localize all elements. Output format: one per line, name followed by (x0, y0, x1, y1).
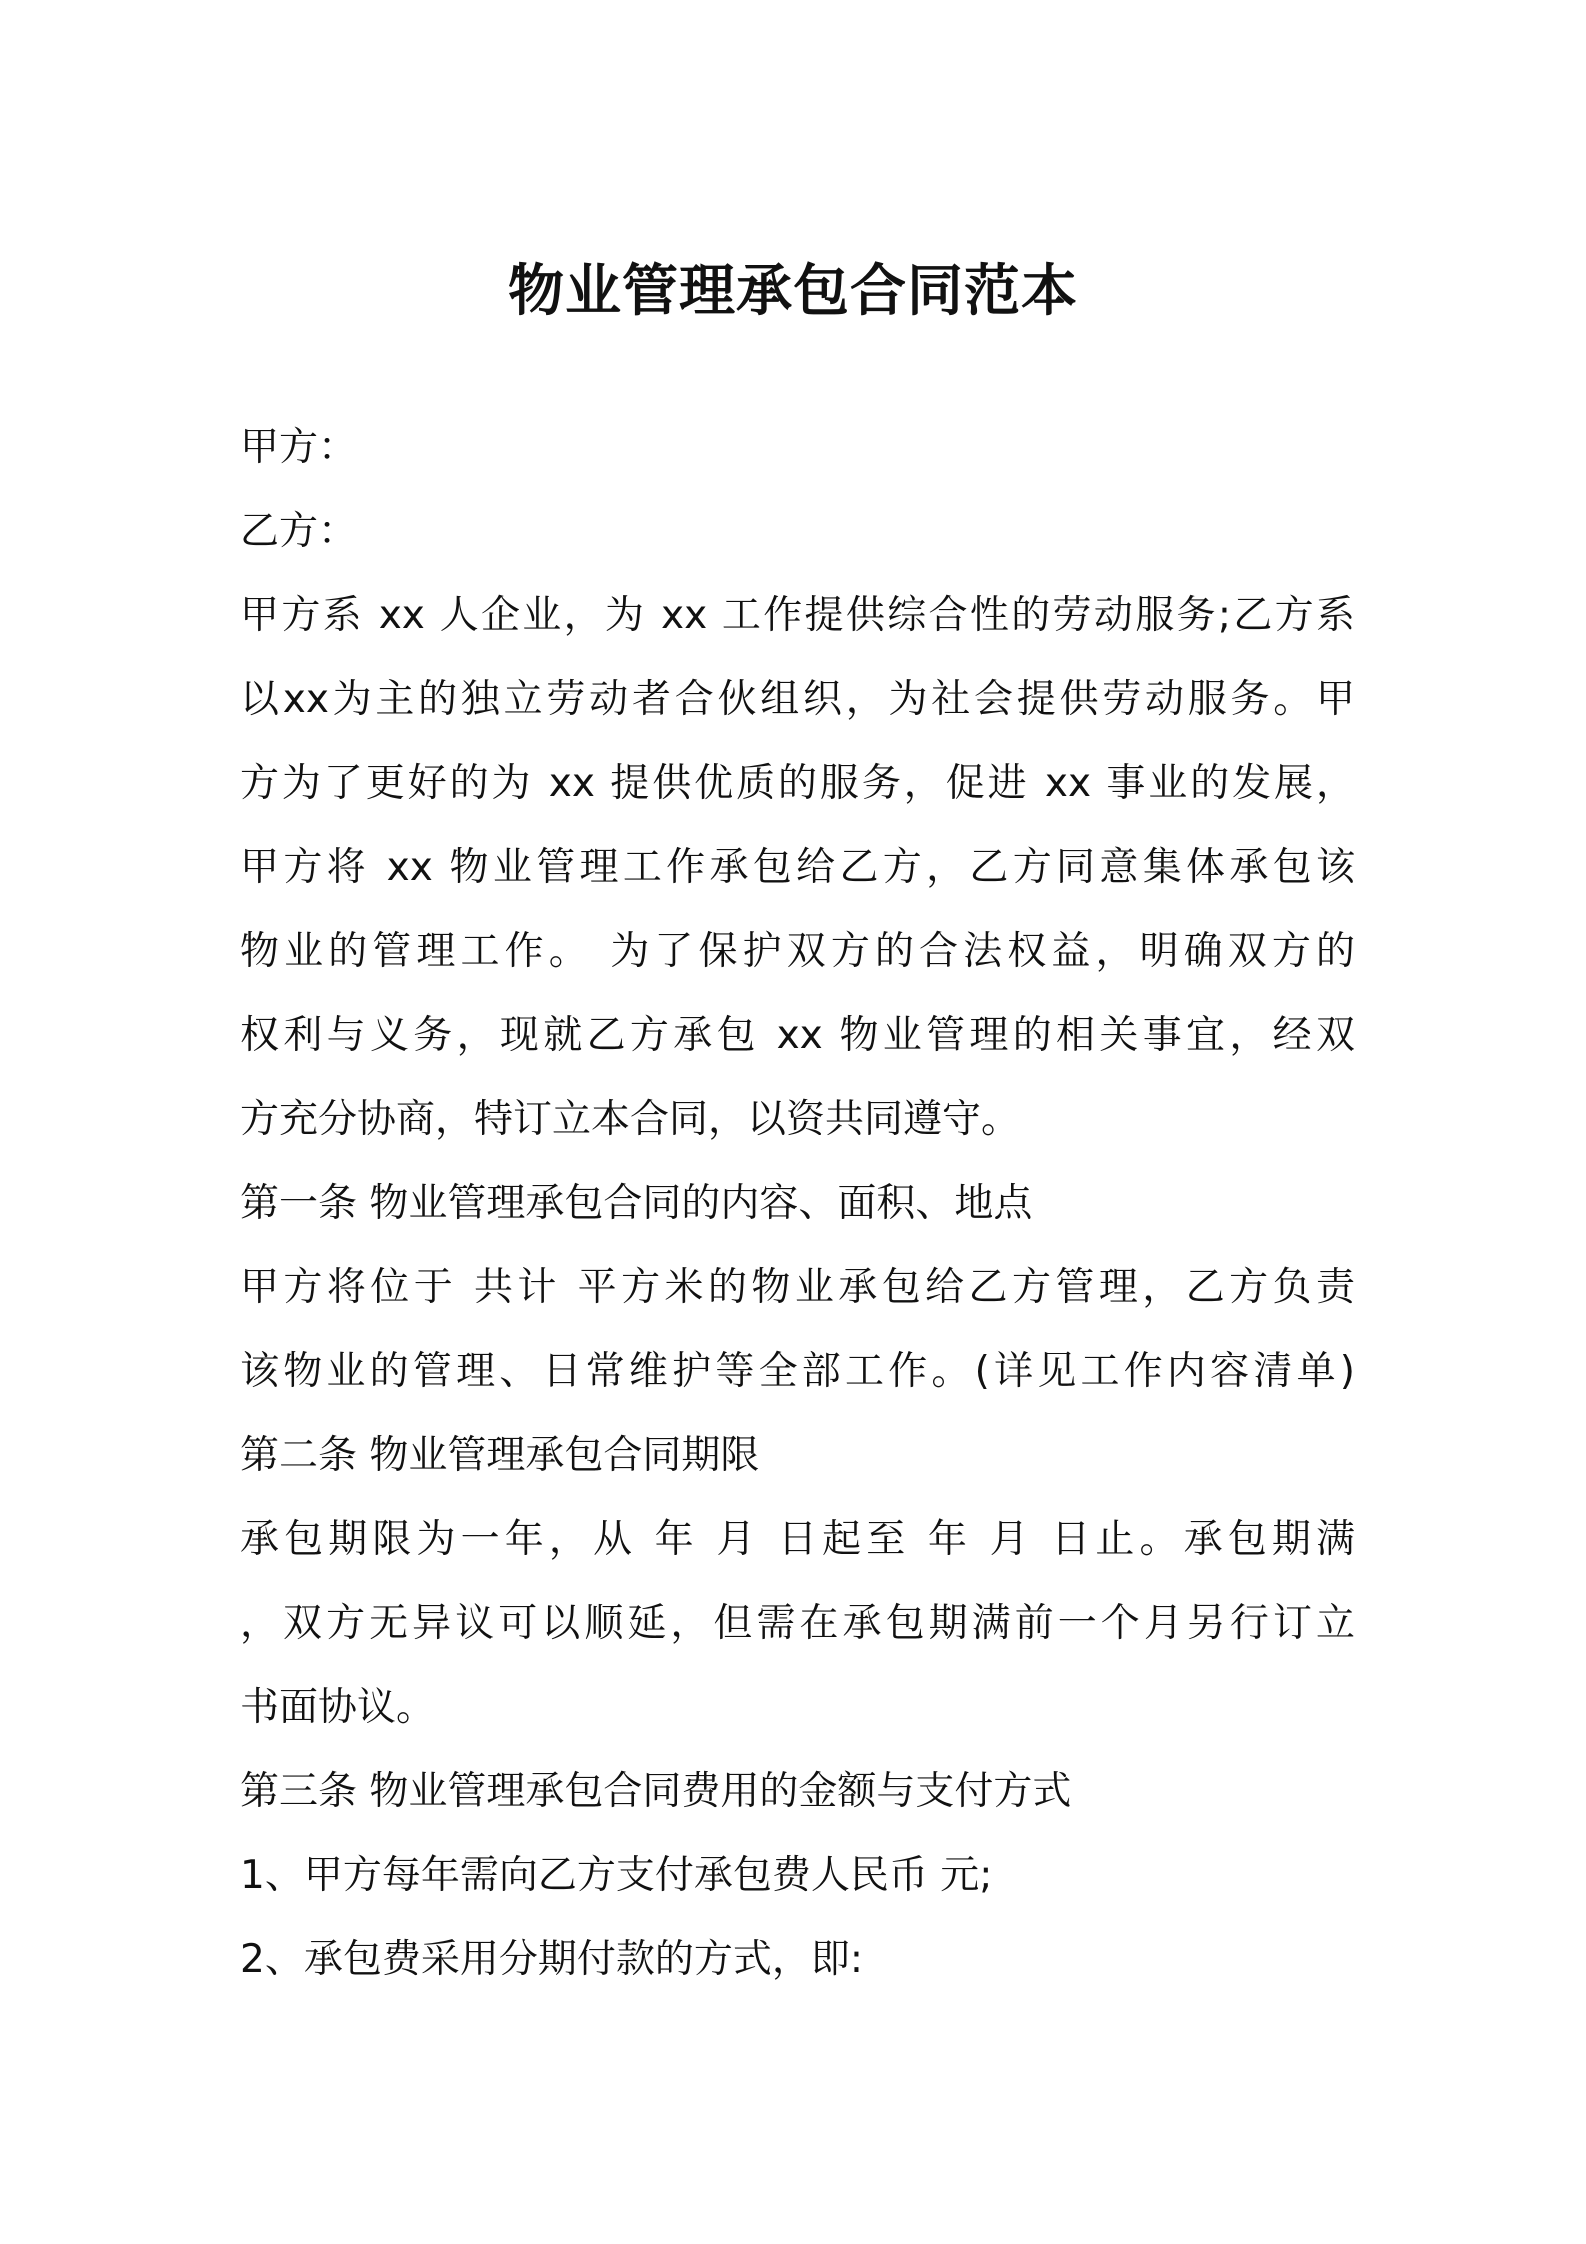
paragraph-line: 权利与义务，现就乙方承包 xx 物业管理的相关事宜，经双 (240, 1013, 1355, 1058)
party-a-line: 甲方： (240, 425, 358, 470)
paragraph-line: 方为了更好的为 xx 提供优质的服务，促进 xx 事业的发展， (240, 761, 1355, 806)
article-3-heading: 第三条 物业管理承包合同费用的金额与支付方式 (240, 1769, 1072, 1814)
list-item: 2、承包费采用分期付款的方式，即: (240, 1937, 863, 1982)
paragraph-line: 方充分协商，特订立本合同，以资共同遵守。 (240, 1097, 1021, 1142)
article-1-heading: 第一条 物业管理承包合同的内容、面积、地点 (240, 1181, 1033, 1226)
party-b-line: 乙方： (240, 509, 358, 554)
paragraph-line: 该物业的管理、日常维护等全部工作。(详见工作内容清单) (240, 1349, 1355, 1394)
document-title: 物业管理承包合同范本 (508, 259, 1078, 324)
paragraph-line: 甲方将 xx 物业管理工作承包给乙方，乙方同意集体承包该 (240, 845, 1355, 890)
paragraph-line: 承包期限为一年，从 年 月 日起至 年 月 日止。承包期满 (240, 1517, 1355, 1562)
paragraph-line: 甲方系 xx 人企业，为 xx 工作提供综合性的劳动服务;乙方系 (240, 593, 1355, 638)
list-item: 1、甲方每年需向乙方支付承包费人民币 元; (240, 1853, 993, 1898)
paragraph-line: 物业的管理工作。 为了保护双方的合法权益，明确双方的 (240, 929, 1355, 974)
paragraph-line: 甲方将位于 共计 平方米的物业承包给乙方管理，乙方负责 (240, 1265, 1355, 1310)
paragraph-line: 书面协议。 (240, 1685, 436, 1730)
paragraph-line: 以xx为主的独立劳动者合伙组织，为社会提供劳动服务。甲 (240, 677, 1355, 722)
paragraph-line: ，双方无异议可以顺延，但需在承包期满前一个月另行订立 (240, 1601, 1355, 1646)
article-2-heading: 第二条 物业管理承包合同期限 (240, 1433, 760, 1478)
document-body (240, 406, 1355, 2002)
